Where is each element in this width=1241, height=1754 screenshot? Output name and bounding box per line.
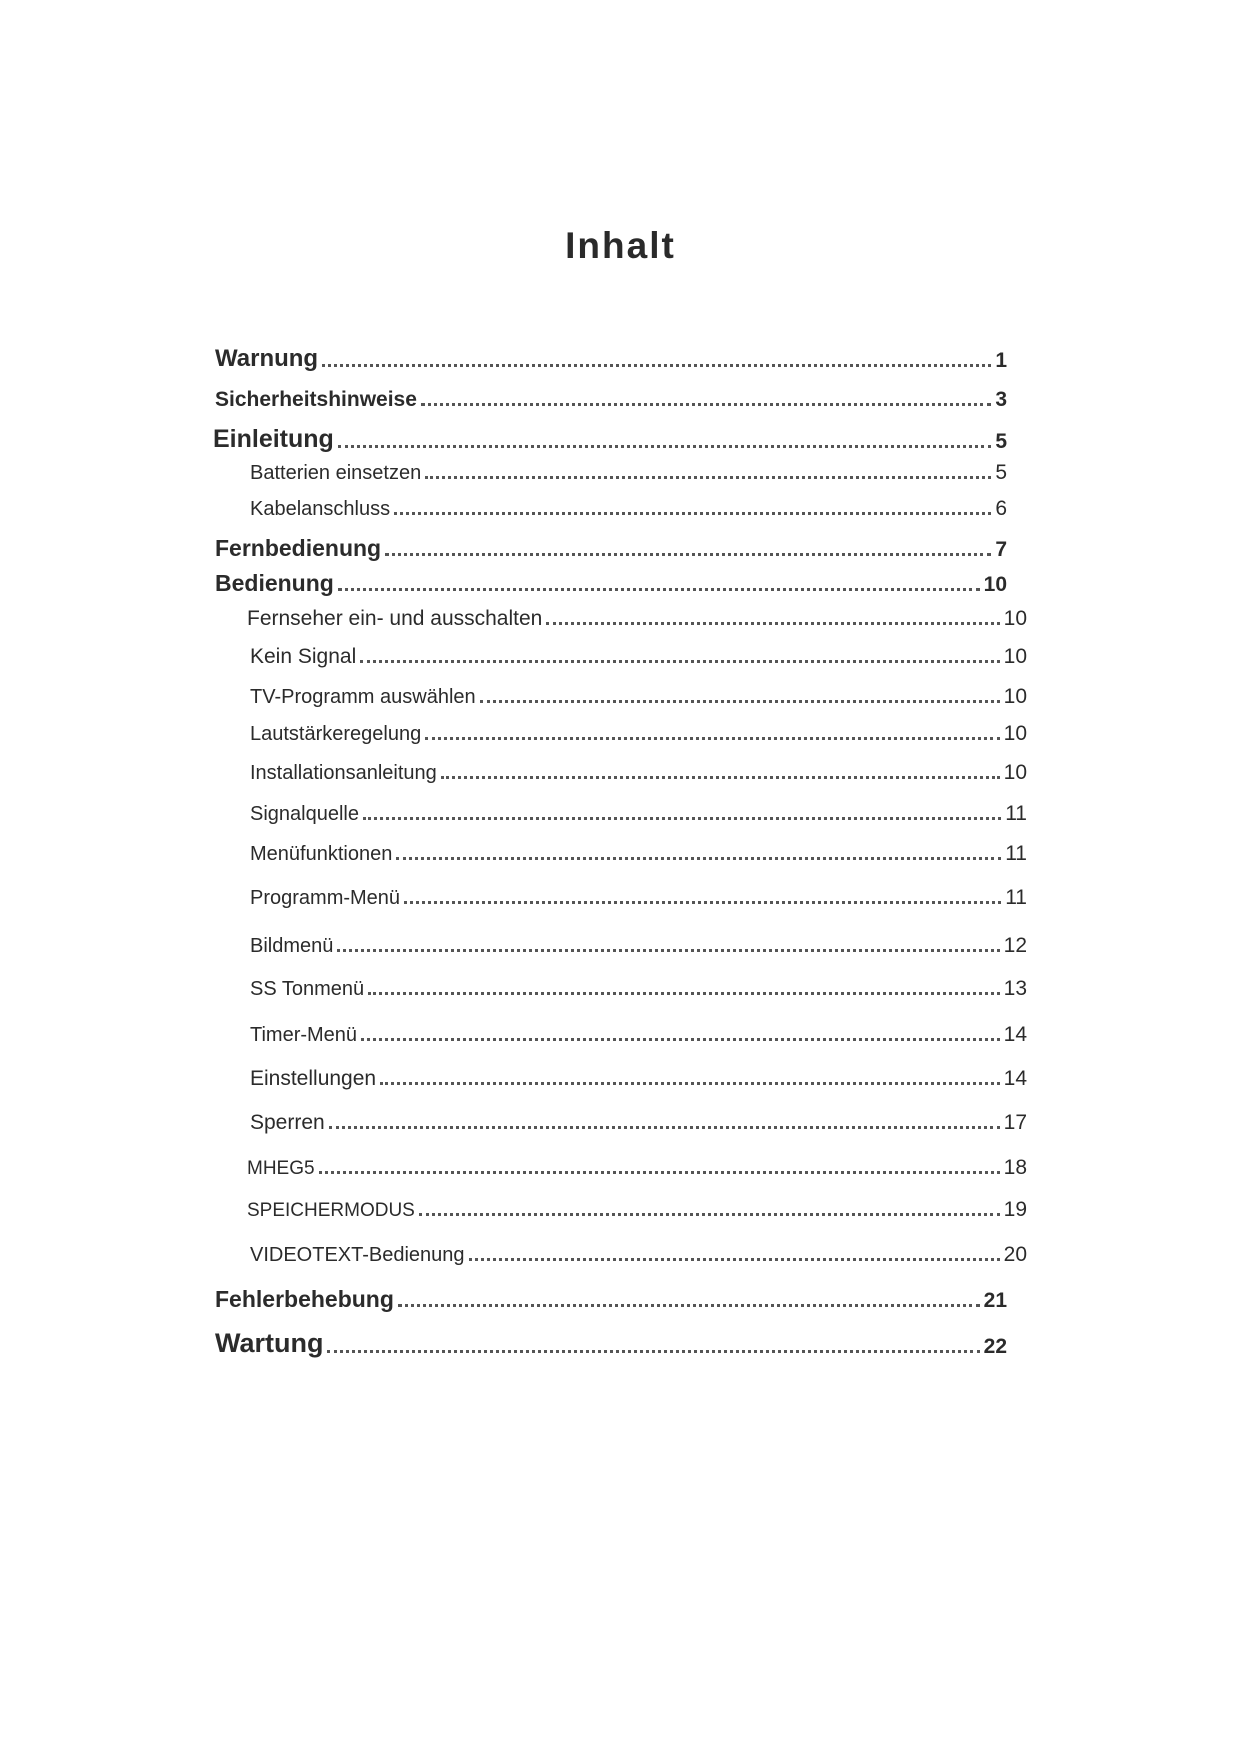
toc-entry (250, 461, 1007, 485)
toc-entry-label: Signalquelle (250, 803, 359, 825)
toc-entry (247, 1198, 1027, 1222)
dot-leader (441, 776, 1000, 779)
toc-entry-label: Programm-Menü (250, 887, 401, 909)
toc-entry-page-number: 7 (995, 538, 1007, 561)
toc-entry-page-number: 11 (1005, 802, 1027, 825)
dot-leader (322, 364, 991, 367)
toc-entry-label: Einleitung (213, 425, 334, 453)
dot-leader (337, 949, 999, 952)
toc-entry-page-number: 14 (1003, 1023, 1027, 1046)
toc-entry-page-number: 10 (1003, 722, 1027, 745)
toc-entry (250, 842, 1027, 866)
dot-leader (361, 1038, 1000, 1041)
toc-entry (215, 1286, 1007, 1313)
toc-entry-label: SS Tonmenü (250, 978, 365, 1000)
toc-entry (247, 1156, 1027, 1180)
toc-entry (250, 685, 1027, 709)
toc-entry (250, 497, 1007, 521)
toc-entry-page-number: 22 (983, 1335, 1007, 1358)
dot-leader (404, 901, 1001, 904)
toc-entry (250, 722, 1027, 746)
dot-leader (380, 1082, 1000, 1085)
dot-leader (329, 1126, 1000, 1129)
toc-entry-page-number: 11 (1005, 886, 1027, 909)
toc-entry-page-number: 13 (1003, 977, 1027, 1000)
toc-entry-page-number: 6 (995, 497, 1007, 520)
dot-leader (327, 1350, 979, 1353)
dot-leader (421, 403, 991, 406)
toc-entry (250, 977, 1027, 1001)
toc-entry-label: Installationsanleitung (250, 762, 437, 784)
dot-leader (469, 1258, 1000, 1261)
toc-entry-label: Lautstärkeregelung (250, 723, 422, 745)
toc-entry-page-number: 10 (1003, 645, 1027, 668)
toc-entry-label: Menüfunktionen (250, 843, 393, 865)
toc-entry (213, 425, 1007, 454)
toc-entry (215, 1328, 1007, 1359)
toc-entry-label: Bedienung (215, 570, 334, 596)
toc-entry-label: TV-Programm auswählen (250, 686, 476, 708)
toc-entry (215, 345, 1007, 373)
toc-entry-page-number: 19 (1003, 1198, 1027, 1221)
toc-entry-label: Sicherheitshinweise (215, 388, 417, 411)
toc-entry-page-number: 10 (1003, 607, 1027, 630)
toc-entry-label: Fernbedienung (215, 535, 382, 561)
toc-entry-page-number: 10 (1003, 761, 1027, 784)
dot-leader (425, 476, 991, 479)
toc-entry-page-number: 5 (995, 461, 1007, 484)
toc-entry (215, 570, 1007, 597)
toc-entry (215, 388, 1007, 412)
toc-entry-label: Kein Signal (250, 645, 357, 668)
dot-leader (394, 512, 991, 515)
toc-entry-label: Timer-Menü (250, 1024, 358, 1046)
toc-entry (250, 1023, 1027, 1047)
dot-leader (480, 700, 1000, 703)
toc-entry-page-number: 10 (983, 573, 1007, 596)
toc-entry-label: Fehlerbehebung (215, 1286, 394, 1312)
toc-entry (250, 802, 1027, 826)
toc-entry-page-number: 3 (995, 388, 1007, 411)
toc-entry-page-number: 18 (1003, 1156, 1027, 1179)
toc-entry (250, 1243, 1027, 1267)
toc-entry-page-number: 10 (1003, 685, 1027, 708)
toc-entry-label: VIDEOTEXT-Bedienung (250, 1244, 465, 1266)
toc-entry-page-number: 12 (1003, 934, 1027, 957)
dot-leader (396, 857, 1001, 860)
toc-entry (250, 761, 1027, 785)
dot-leader (338, 445, 991, 448)
toc-entry-label: Fernseher ein- und ausschalten (247, 607, 543, 630)
dot-leader (363, 817, 1001, 820)
toc-entry (215, 535, 1007, 562)
toc-entry (250, 886, 1027, 910)
dot-leader (319, 1171, 1000, 1174)
toc-entry-page-number: 5 (995, 430, 1007, 453)
toc-entry-page-number: 1 (995, 349, 1007, 372)
dot-leader (360, 660, 999, 663)
toc-entry (250, 934, 1027, 958)
dot-leader (546, 622, 999, 625)
dot-leader (385, 553, 991, 556)
toc-entry-label: MHEG5 (247, 1158, 315, 1179)
dot-leader (425, 737, 999, 740)
dot-leader (398, 1304, 980, 1307)
toc-entry (250, 1111, 1027, 1135)
dot-leader (338, 588, 980, 591)
page-title: Inhalt (565, 225, 676, 266)
toc-entry-label: SPEICHERMODUS (247, 1200, 415, 1221)
toc-entry-label: Wartung (215, 1328, 324, 1358)
dot-leader (419, 1213, 1000, 1216)
toc-entry (250, 645, 1027, 669)
toc-entry-page-number: 17 (1003, 1111, 1027, 1134)
toc-entry-page-number: 20 (1003, 1243, 1027, 1266)
toc-entry (247, 607, 1027, 631)
toc-entry-label: Warnung (215, 345, 319, 372)
toc-entry-page-number: 11 (1005, 842, 1027, 865)
toc-entry-page-number: 21 (983, 1289, 1007, 1312)
toc-entry (250, 1067, 1027, 1091)
dot-leader (368, 992, 999, 995)
toc-entry-label: Kabelanschluss (250, 498, 391, 520)
toc-entry-label: Einstellungen (250, 1067, 377, 1090)
toc-entry-label: Bildmenü (250, 935, 334, 957)
toc-entry-label: Sperren (250, 1111, 325, 1134)
toc-entry-page-number: 14 (1003, 1067, 1027, 1090)
toc-entry-label: Batterien einsetzen (250, 462, 422, 484)
